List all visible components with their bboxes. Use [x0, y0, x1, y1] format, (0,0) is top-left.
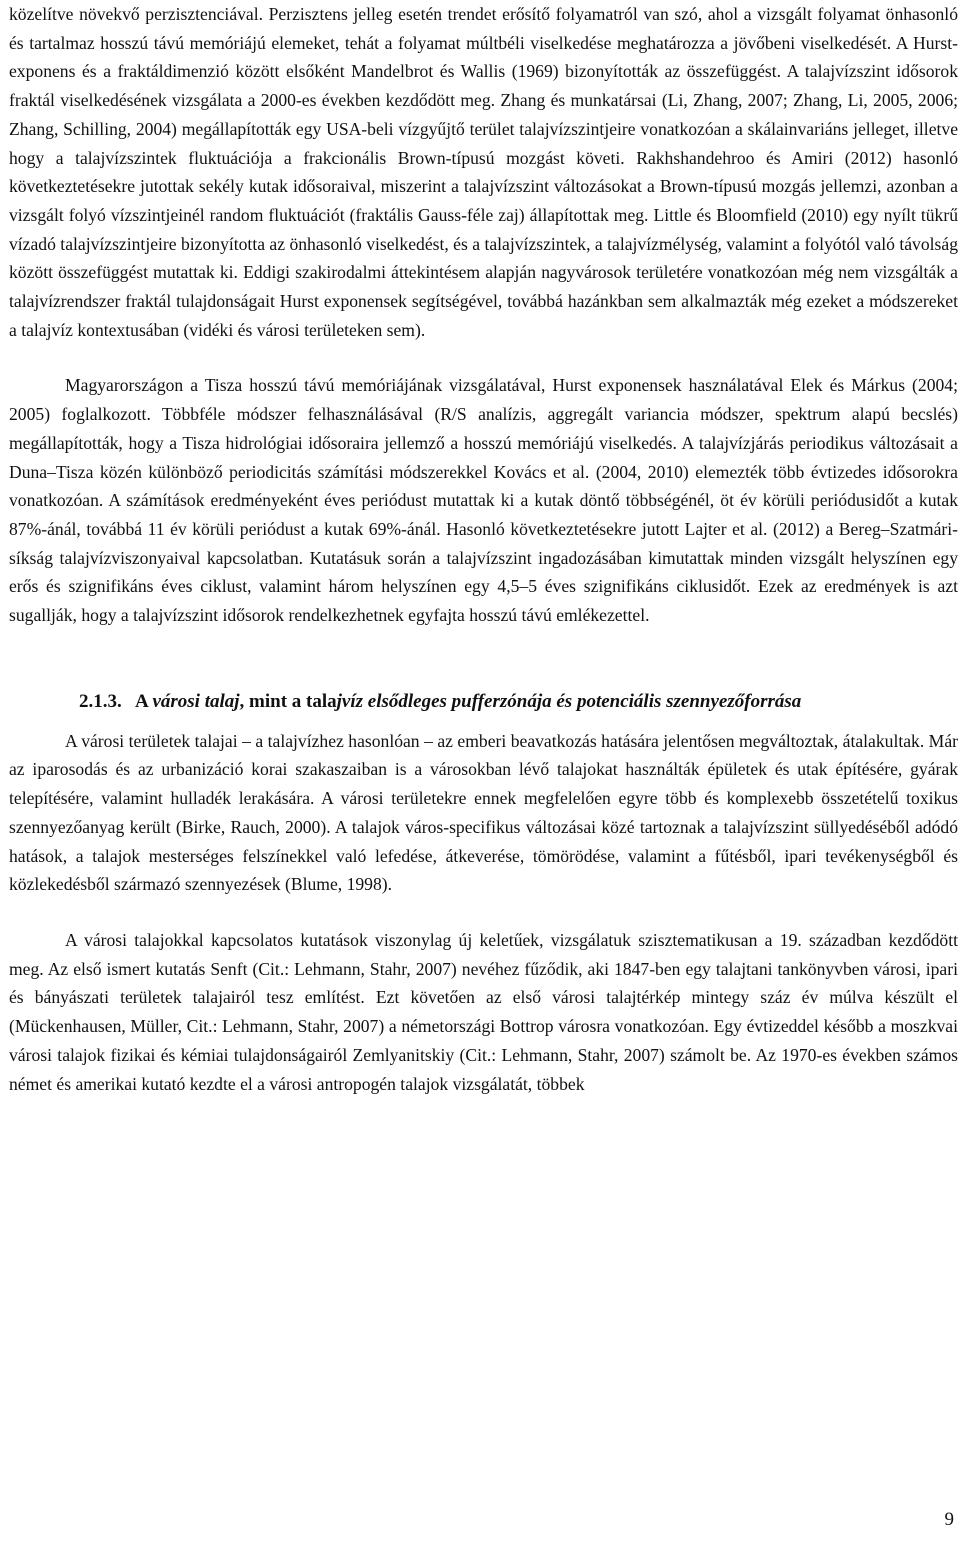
section-heading	[9, 688, 958, 716]
section-title-italic: jvíz elsődleges pufferzónája és potenciális szennyezőforrása	[336, 690, 802, 712]
paragraph-urban-soils: A városi területek talajai – a talajvízhez hasonlóan – az emberi beavatkozás hatására jelentősen megváltoztak, átalakultak. Már az iparosodás és az urbanizáció korai szakaszaiban is a városokban lévő talajokat használták épületek és utak építésére, gyárak telepítésére, valamint hulladék lerakására. A városi területekre ennek megfelelően egyre több és komplexebb összetételű toxikus szennyezőanyag került (Birke, Rauch, 2000). A talajok város-specifikus változásai közé tartoznak a talajvízszint süllyedéséből adódó hatások, a talajok mesterséges felszínekkel való lefedése, átkeverése, tömörödése, valamint a fűtésből, ipari tevékenységből és közlekedésből származó szennyezések (Blume, 1998).	[9, 730, 958, 895]
paragraph-urban-soil-research: A városi talajokkal kapcsolatos kutatások viszonylag új keletűek, vizsgálatuk szisztematikusan a 19. században kezdődött meg. Az első ismert kutatás Senft (Cit.: Lehmann, Stahr, 2007) nevéhez fűződik, aki 1847-ben egy talajtani tankönyvben városi, ipari és bányászati területek talajairól tesz említést. Ezt követően az első városi talajtérkép mintegy száz év múlva készült el (Mückenhausen, Müller, Cit.: Lehmann, Stahr, 2007) a németországi Bottrop városra vonatkozóan. Egy évtizeddel később a moszkvai városi talajok fizikai és kémiai tulajdonságairól Zemlyanitskiy (Cit.: Lehmann, Stahr, 2007) számolt be. Az 1970-es években számos német és amerikai kutató kezdte el a városi antropogén talajok vizsgálatát, többek	[9, 929, 958, 1094]
section-number: 2.1.3.	[79, 690, 122, 712]
paragraph-tisza-memory: Magyarországon a Tisza hosszú távú memóriájának vizsgálatával, Hurst exponensek használatával Elek és Márkus (2004; 2005) foglalkozott. Többféle módszer felhasználásával (R/S analízis, aggregált variancia módszer, spektrum alapú becslés) megállapították, hogy a Tisza hidrológiai idősoraira jellemző a hosszú memóriájú viselkedés. A talajvízjárás periodikus változásait a Duna–Tisza közén különböző periodicitás számítási módszerekkel Kovács et al. (2004, 2010) elemezték több évtizedes idősorokra vonatkozóan. A számítások eredményeként éves periódust mutattak ki a kutak döntő többségénél, öt év körüli periódusidőt a kutak 87%-ánál, továbbá 11 év körüli periódust a kutak 69%-ánál. Hasonló következtetésekre jutott Lajter et al. (2012) a Bereg–Szatmári-síkság talajvízviszonyaival kapcsolatban. Kutatásuk során a talajvízszint ingadozásában kimutattak minden vizsgált helyszínen egy erős és szignifikáns éves ciklust, valamint három helyszínen egy 4,5–5 éves szignifikáns ciklusidőt. Ezek az eredmények is azt sugallják, hogy a talajvízszint idősorok rendelkezhetnek egyfajta hosszú távú emlékezettel.	[9, 375, 958, 626]
paragraph-hurst-review: közelítve növekvő perzisztenciával. Perzisztens jelleg esetén trendet erősítő folyamatról van szó, ahol a vizsgált folyamat önhasonló és tartalmaz hosszú távú memóriájú elemeket, tehát a folyamat múltbéli viselkedése meghatározza a jövőbeni viselkedését. A Hurst-exponens és a fraktáldimenzió között elsőként Mandelbrot és Wallis (1969) bizonyították az összefüggést. A talajvízszint idősorok fraktál viselkedésének vizsgálata a 2000-es években kezdődött meg. Zhang és munkatársai (Li, Zhang, 2007; Zhang, Li, 2005, 2006; Zhang, Schilling, 2004) megállapították egy USA-beli vízgyűjtő terület talajvízszintjeire vonatkozóan a skálainvariáns jelleget, illetve hogy a talajvízszintek fluktuációja a frakcionális Brown-típusú mozgást követi. Rakhshandehroo és Amiri (2012) hasonló következtetésekre jutottak sekély kutak idősoraival, miszerint a talajvízszint változásokat a Brown-típusú mozgás jellemzi, azonban a vizsgált folyó vízszintjeinél random fluktuációt (fraktális Gauss-féle zaj) állapítottak meg. Little és Bloomfield (2010) egy nyílt tükrű vízadó talajvízszintjeire bizonyította az önhasonló viselkedést, és a talajvízszintek, a talajvízmélység, valamint a folyótól való távolság között összefüggést mutattak ki. Eddigi szakirodalmi áttekintésem alapján nagyvárosok területére vonatkozóan még nem vizsgálták a talajvízrendszer fraktál tulajdonságait Hurst exponensek segítségével, továbbá hazánkban sem alkalmazták még ezeket a módszereket a talajvíz kontextusában (vidéki és városi területeken sem).	[9, 4, 958, 340]
section-title-part: , mint a tala	[239, 690, 337, 712]
section-title-italic: városi talaj	[152, 690, 240, 712]
document-page	[9, 0, 958, 1098]
section-title-part: A	[135, 690, 153, 712]
page-number: 9	[944, 1509, 954, 1530]
